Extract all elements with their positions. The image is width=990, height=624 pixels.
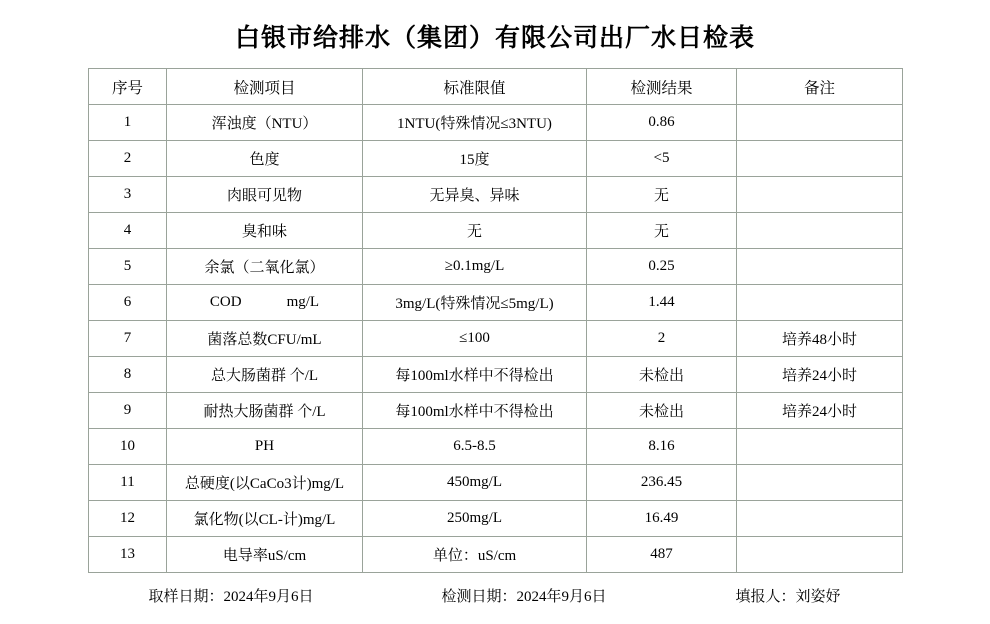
- cell-limit: 无异臭、异味: [363, 177, 587, 213]
- cell-index: 4: [89, 213, 167, 249]
- table-row: [89, 177, 903, 213]
- cell-item: 耐热大肠菌群 个/L: [167, 393, 363, 429]
- cell-limit: 15度: [363, 141, 587, 177]
- cell-item: 氯化物(以CL-计)mg/L: [167, 501, 363, 537]
- cell-item: 电导率uS/cm: [167, 537, 363, 573]
- cell-index: 12: [89, 501, 167, 537]
- cell-limit: 每100ml水样中不得检出: [363, 393, 587, 429]
- cell-limit: 单位：uS/cm: [363, 537, 587, 573]
- cell-item: 肉眼可见物: [167, 177, 363, 213]
- cell-index: 10: [89, 429, 167, 465]
- table-row: [89, 465, 903, 501]
- cell-remark: [737, 177, 903, 213]
- test-date: 检测日期：2024年9月6日: [441, 589, 607, 605]
- cell-index: 1: [89, 105, 167, 141]
- table-header-row: [89, 69, 903, 105]
- cell-limit: 每100ml水样中不得检出: [363, 357, 587, 393]
- table-row: [89, 501, 903, 537]
- cell-limit: 6.5-8.5: [363, 429, 587, 465]
- cell-remark: [737, 537, 903, 573]
- cell-result: 236.45: [587, 465, 737, 501]
- cell-index: 2: [89, 141, 167, 177]
- cell-result: 未检出: [587, 393, 737, 429]
- cell-index: 9: [89, 393, 167, 429]
- cell-item: 色度: [167, 141, 363, 177]
- sample-date: 取样日期：2024年9月6日: [148, 589, 314, 605]
- cell-index: 6: [89, 285, 167, 321]
- cell-remark: [737, 429, 903, 465]
- table-row: [89, 393, 903, 429]
- cell-limit: 1NTU(特殊情况≤3NTU): [363, 105, 587, 141]
- cell-index: 8: [89, 357, 167, 393]
- cell-limit: 250mg/L: [363, 501, 587, 537]
- cell-result: 无: [587, 177, 737, 213]
- cell-remark: [737, 141, 903, 177]
- table-row: [89, 285, 903, 321]
- cell-remark: [737, 501, 903, 537]
- cell-item: 臭和味: [167, 213, 363, 249]
- cell-limit: 3mg/L(特殊情况≤5mg/L): [363, 285, 587, 321]
- column-header-index: 序号: [89, 69, 167, 105]
- cell-result: 0.25: [587, 249, 737, 285]
- report-footer: [0, 585, 990, 606]
- column-header-item: 检测项目: [167, 69, 363, 105]
- table-row: [89, 249, 903, 285]
- cell-remark: 培养48小时: [737, 321, 903, 357]
- column-header-remark: 备注: [737, 69, 903, 105]
- water-quality-table: [88, 68, 903, 573]
- column-header-limit: 标准限值: [363, 69, 587, 105]
- cell-index: 5: [89, 249, 167, 285]
- cell-result: 8.16: [587, 429, 737, 465]
- table-row: [89, 321, 903, 357]
- cell-result: 2: [587, 321, 737, 357]
- table-body: [89, 105, 903, 573]
- cell-result: 16.49: [587, 501, 737, 537]
- cell-item: 总硬度(以CaCo3计)mg/L: [167, 465, 363, 501]
- cell-item: [167, 285, 363, 321]
- cell-item-text: COD mg/L: [209, 294, 320, 310]
- cell-index: 3: [89, 177, 167, 213]
- cell-result: 未检出: [587, 357, 737, 393]
- cell-item: 菌落总数CFU/mL: [167, 321, 363, 357]
- cell-index: 13: [89, 537, 167, 573]
- table-row: [89, 213, 903, 249]
- cell-item: 总大肠菌群 个/L: [167, 357, 363, 393]
- cell-remark: [737, 285, 903, 321]
- cell-remark: [737, 213, 903, 249]
- cell-limit: 450mg/L: [363, 465, 587, 501]
- cell-limit: ≤100: [363, 321, 587, 357]
- table-row: [89, 141, 903, 177]
- cell-item: 余氯（二氧化氯）: [167, 249, 363, 285]
- cell-result: 无: [587, 213, 737, 249]
- table-row: [89, 537, 903, 573]
- cell-remark: [737, 105, 903, 141]
- cell-limit: 无: [363, 213, 587, 249]
- cell-result: 487: [587, 537, 737, 573]
- cell-result: 1.44: [587, 285, 737, 321]
- cell-index: 7: [89, 321, 167, 357]
- filler-name: 填报人：刘姿妤: [735, 589, 841, 605]
- table-row: [89, 105, 903, 141]
- cell-item: 浑浊度（NTU）: [167, 105, 363, 141]
- cell-remark: 培养24小时: [737, 393, 903, 429]
- cell-remark: [737, 249, 903, 285]
- column-header-result: 检测结果: [587, 69, 737, 105]
- cell-remark: 培养24小时: [737, 357, 903, 393]
- cell-limit: ≥0.1mg/L: [363, 249, 587, 285]
- table-row: [89, 357, 903, 393]
- table-header: [89, 69, 903, 105]
- cell-result: 0.86: [587, 105, 737, 141]
- cell-index: 11: [89, 465, 167, 501]
- cell-item: PH: [167, 429, 363, 465]
- table-row: [89, 429, 903, 465]
- cell-remark: [737, 465, 903, 501]
- cell-result: <5: [587, 141, 737, 177]
- table-container: [0, 68, 990, 573]
- page-title: 白银市给排水（集团）有限公司出厂水日检表: [234, 25, 755, 52]
